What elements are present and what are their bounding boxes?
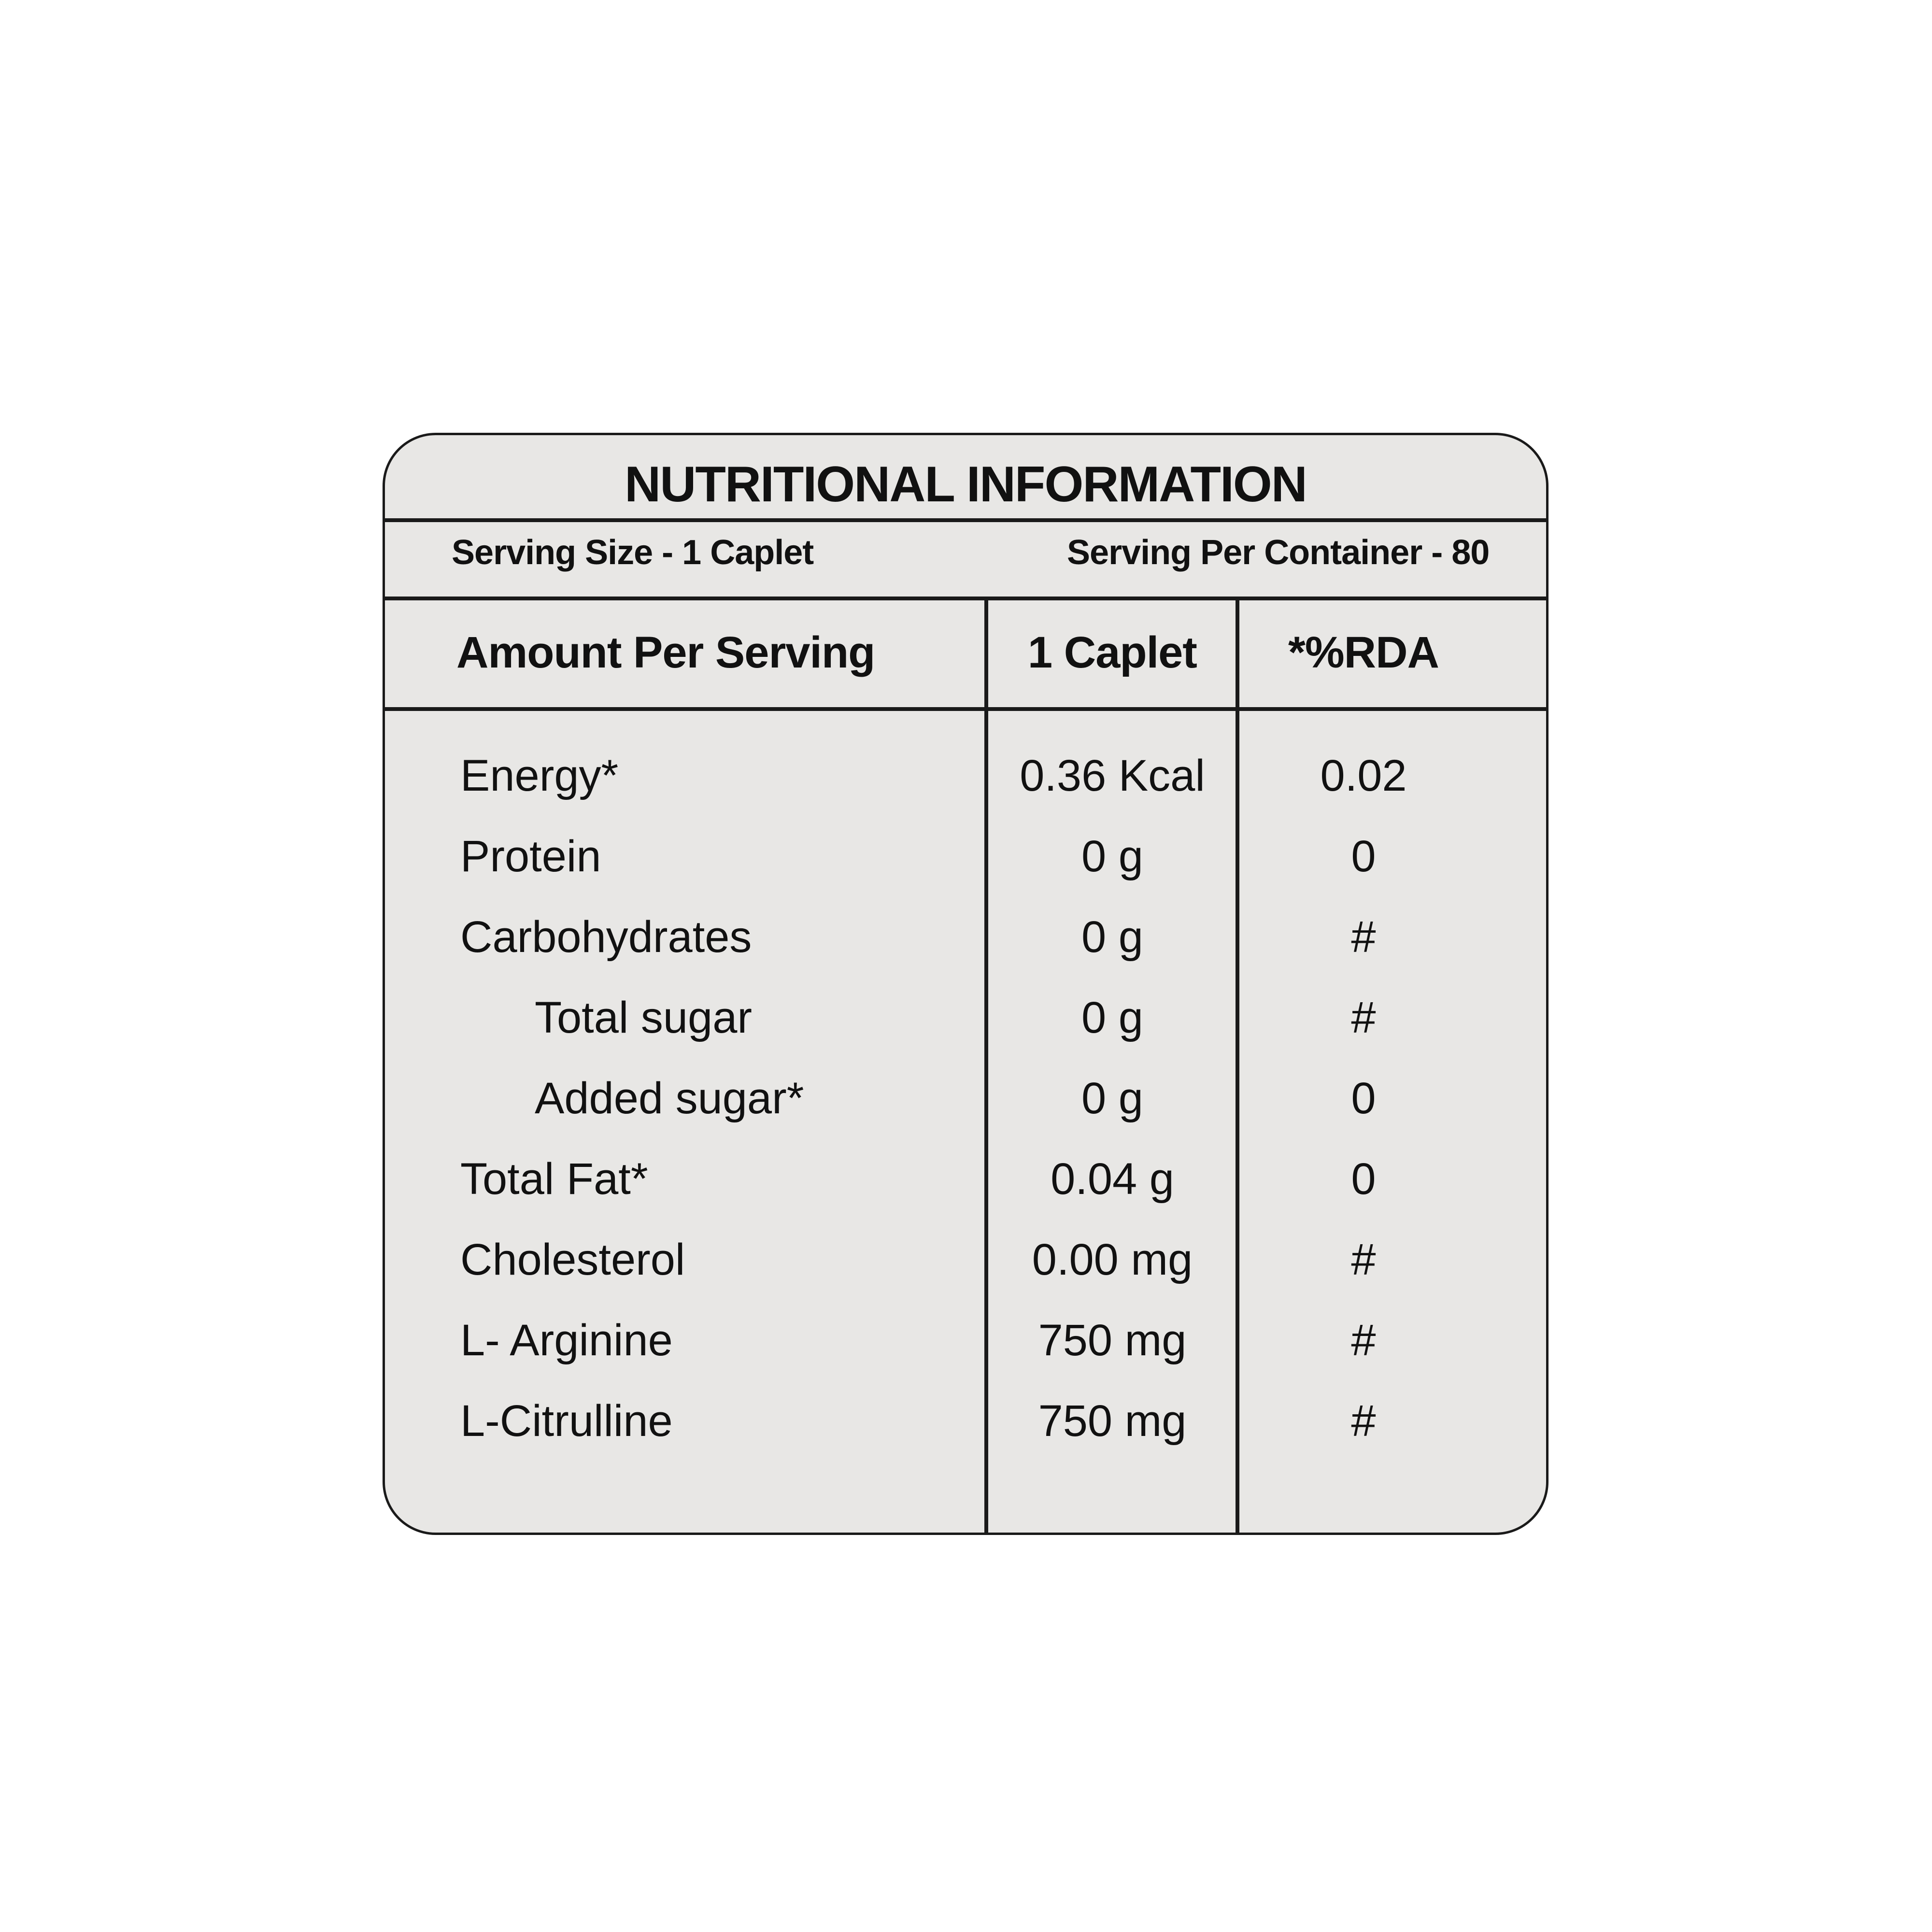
table-row xyxy=(385,1381,1546,1462)
table-row xyxy=(385,1220,1546,1300)
serving-size: Serving Size - 1 Caplet xyxy=(452,533,814,572)
nutrient-amount: 0.36 Kcal xyxy=(1020,751,1205,800)
header-divider xyxy=(385,707,1546,711)
table-row xyxy=(385,1139,1546,1220)
nutrient-rows xyxy=(385,736,1546,1462)
table-row xyxy=(385,736,1546,816)
nutrient-name: Energy* xyxy=(460,751,619,800)
table-row xyxy=(385,897,1546,978)
nutrient-rda: # xyxy=(1351,993,1376,1042)
nutrient-name: Added sugar* xyxy=(535,1074,804,1123)
nutrient-amount: 0 g xyxy=(1081,993,1143,1042)
nutrient-rda: 0 xyxy=(1351,832,1376,881)
table-row xyxy=(385,816,1546,897)
nutrient-amount: 0 g xyxy=(1081,1074,1143,1123)
nutrient-name: Carbohydrates xyxy=(460,912,752,962)
nutrient-amount: 0.00 mg xyxy=(1032,1235,1193,1284)
nutrient-amount: 750 mg xyxy=(1038,1396,1187,1446)
column-header-amount: 1 Caplet xyxy=(1028,628,1197,677)
table-row xyxy=(385,1058,1546,1139)
nutrient-rda: 0 xyxy=(1351,1074,1376,1123)
nutrition-label-panel xyxy=(383,433,1548,1535)
nutrient-rda: # xyxy=(1351,1396,1376,1446)
column-header-rda: *%RDA xyxy=(1288,628,1439,677)
column-header-nutrient: Amount Per Serving xyxy=(456,628,875,677)
label-title: NUTRITIONAL INFORMATION xyxy=(625,456,1307,512)
nutrient-name: Total Fat* xyxy=(460,1154,648,1204)
table-row xyxy=(385,978,1546,1058)
servings-per-container: Serving Per Container - 80 xyxy=(1067,533,1490,572)
nutrient-amount: 0 g xyxy=(1081,912,1143,962)
nutrient-rda: # xyxy=(1351,912,1376,962)
table-row xyxy=(385,1300,1546,1381)
nutrient-amount: 750 mg xyxy=(1038,1316,1187,1365)
nutrient-rda: # xyxy=(1351,1235,1376,1284)
nutrient-amount: 0 g xyxy=(1081,832,1143,881)
nutrient-rda: 0.02 xyxy=(1320,751,1407,800)
nutrient-name: L- Arginine xyxy=(460,1316,673,1365)
nutrient-name: Protein xyxy=(460,832,601,881)
nutrient-name: Cholesterol xyxy=(460,1235,685,1284)
nutrient-name: Total sugar xyxy=(535,993,753,1042)
nutrient-rda: # xyxy=(1351,1316,1376,1365)
nutrient-rda: 0 xyxy=(1351,1154,1376,1204)
nutrient-name: L-Citrulline xyxy=(460,1396,673,1446)
nutrient-amount: 0.04 g xyxy=(1051,1154,1174,1204)
